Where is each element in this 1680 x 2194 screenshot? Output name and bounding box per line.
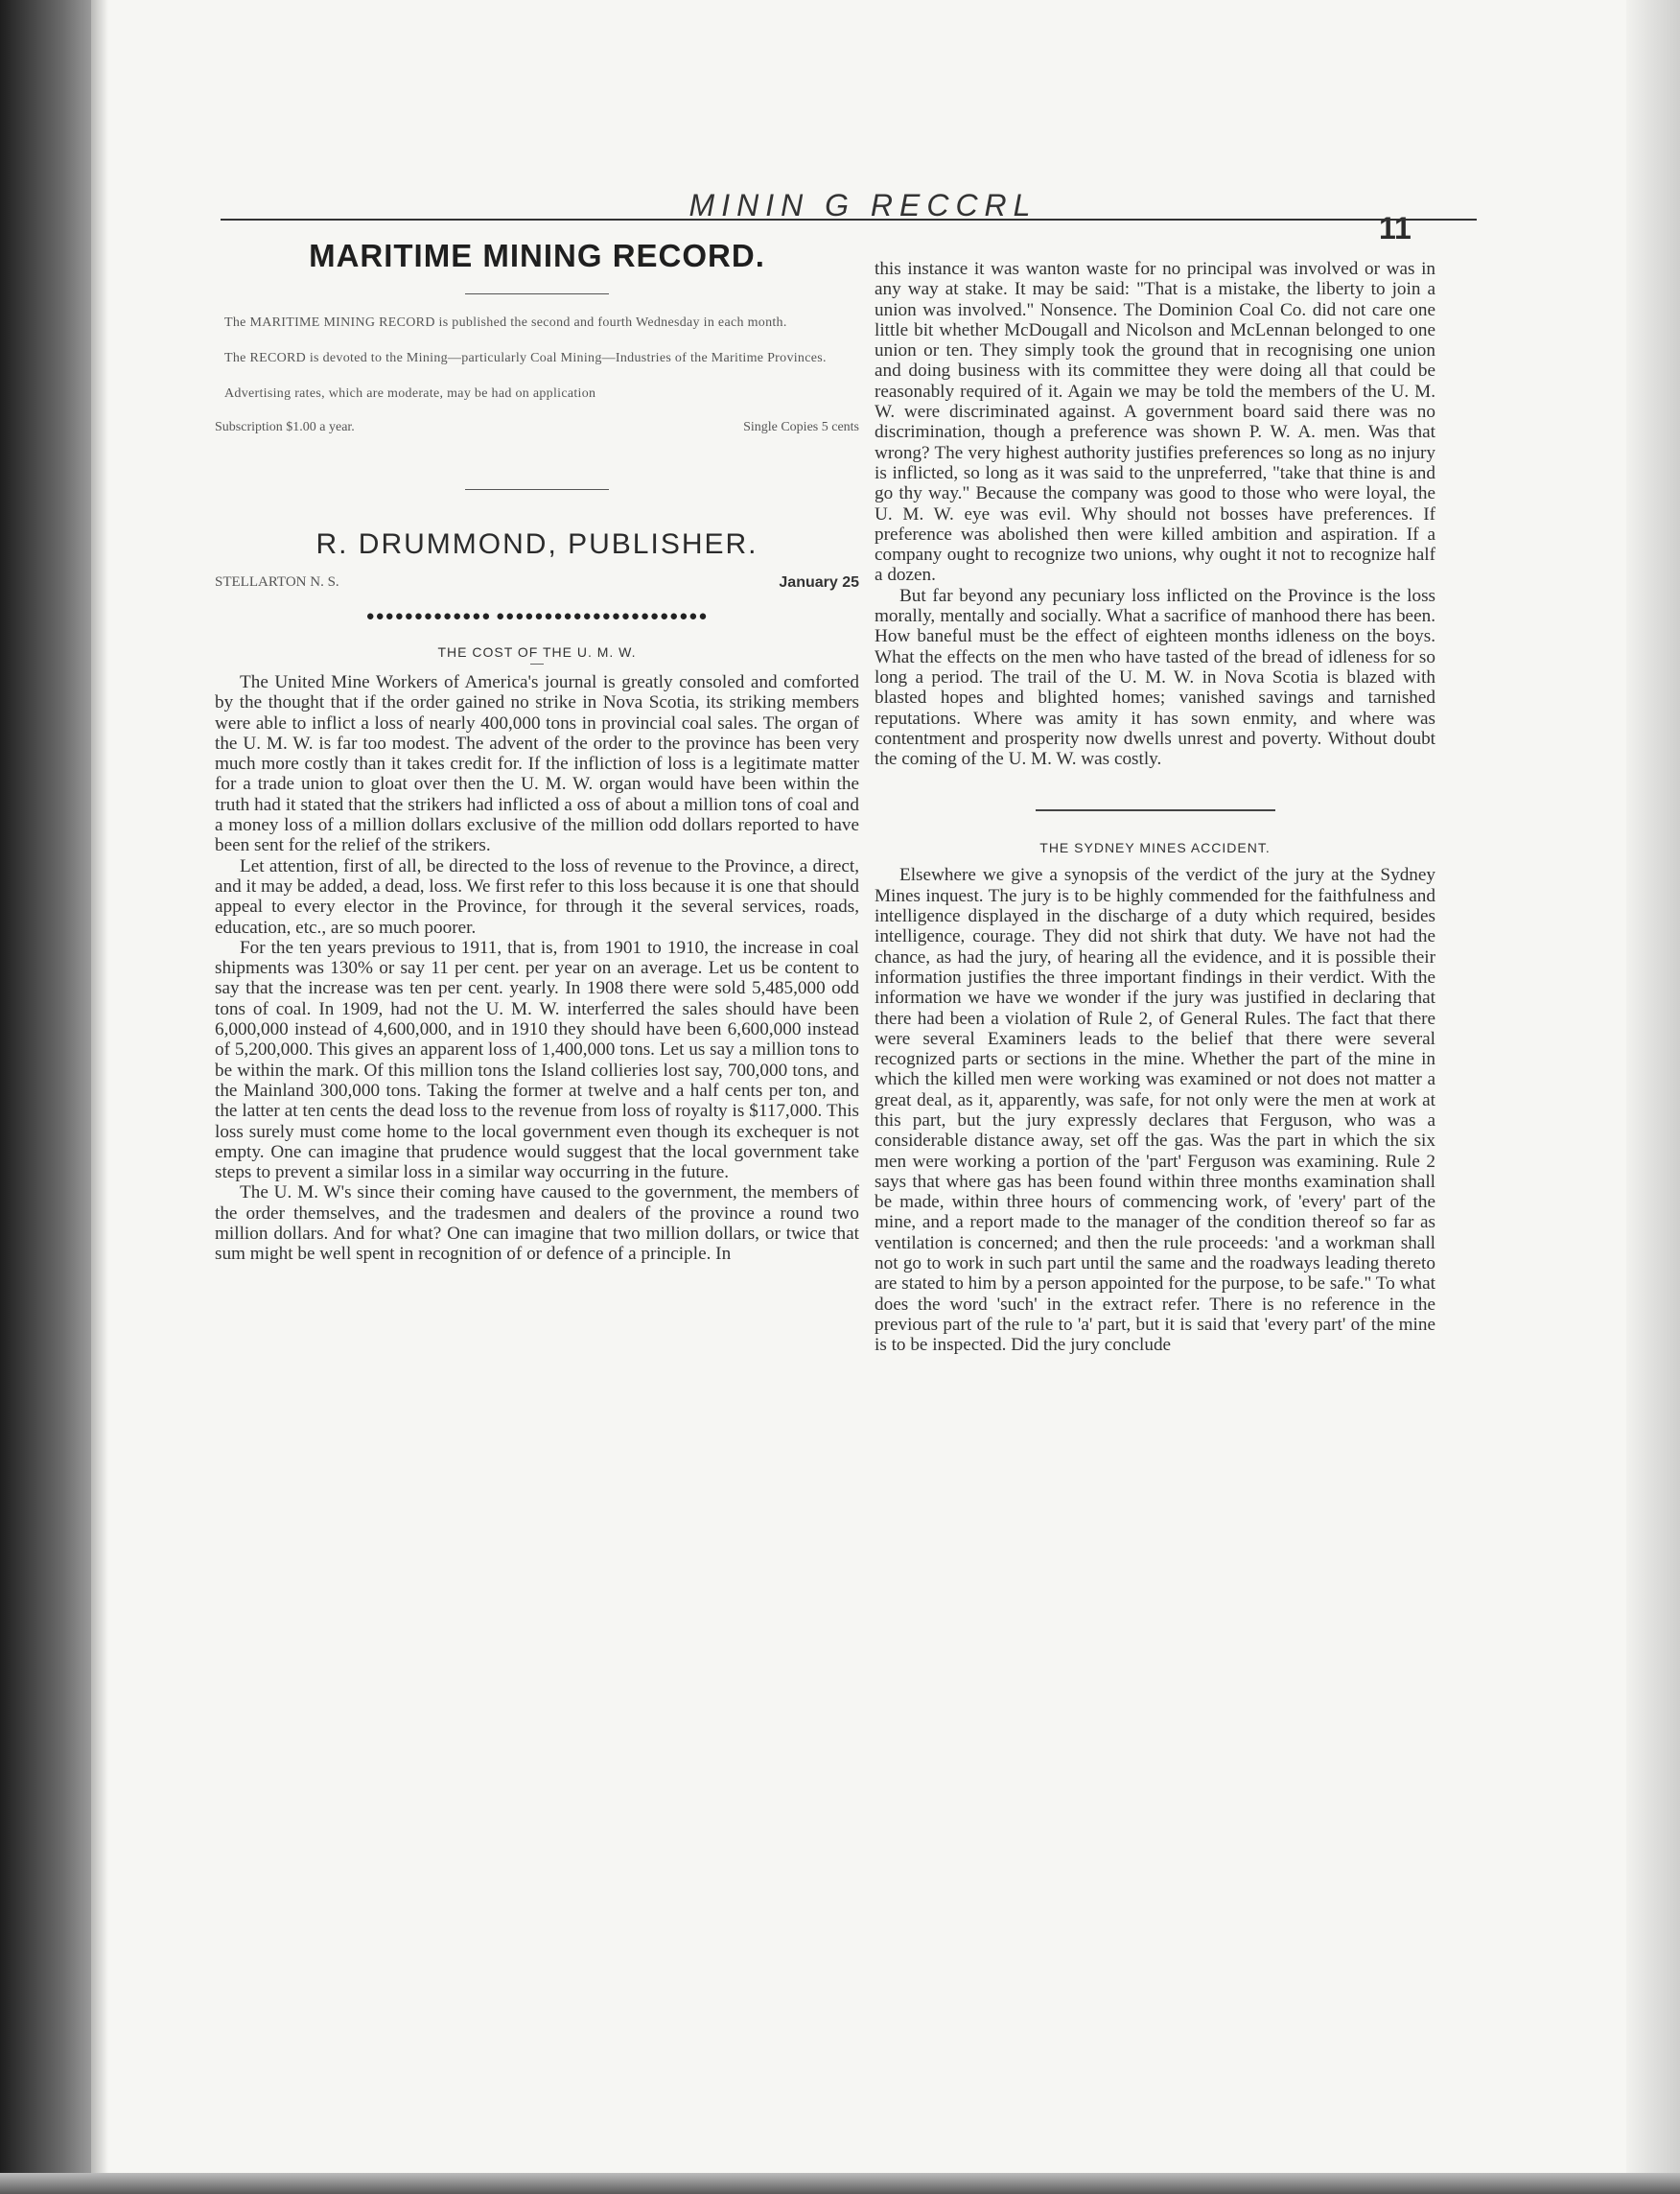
publisher-name: R. DRUMMOND, PUBLISHER. [315,528,758,560]
paragraph: Let attention, first of all, be directed to the loss of revenue to the Province, a direct, and it may be added, a dead, loss. We first refer to this loss because it is one that should appeal to every elector in the Province, for through it the several services, roads, education, etc., are so much poorer. [215,855,859,938]
publication-notice: The MARITIME MINING RECORD is published the second and fourth Wednesday in each month. [224,315,787,330]
article-divider [1036,809,1275,811]
advertising-notice: Advertising rates, which are moderate, may be had on application [224,386,596,401]
paragraph: Elsewhere we give a synopsis of the verdict of the jury at the Sydney Mines inquest. The jury is to be highly commended for the faithfulness and intelligence displayed in the discharge of a duty which required, besides intelligence, courage. They did not shirk that duty. We have not had the chance, as had the jury, of hearing all the evidence, and it is possible their information justifies the three important findings in their verdict. With the information we have we wonder if the jury was justified in declaring that there had been a violation of Rule 2, of General Rules. The fact that there were several Examiners leads to the belief that there were several recognized parts or sections in the mine. Whether the part of the mine in which the killed men were working was examined or not does not matter a great deal, as it, apparently, was safe, for not only were the men at work at this part, but the jury expressly declares that Ferguson, who was a considerable distance away, set off the gas. Was the part in which the six men were working a portion of the 'part' Ferguson was examining. Rule 2 says that where gas has been found within three months examination shall be made, within three hours of commencing work, of 'every' part of the mine, and a report made to the manager of the condition thereof so far as ventilation is concerned; and then the rule proceeds: 'and a workman shall not go to work in such part until the same and the roadways leading thereto are stated to him by a person appointed for the purpose, to be safe." To what does the word 'such' in the extract refer. There is no reference in the previous part of the rule to 'a' part, but it is said that 'every part' of the mine is to be inspected. Did the jury conclude [875,865,1435,1356]
issue-date: January 25 [779,574,859,591]
running-head: MININ G RECCRL [688,188,1038,222]
left-column [215,238,859,1265]
article-body-cost [215,672,859,1265]
single-copy-price: Single Copies 5 cents [743,420,859,434]
publication-place: STELLARTON N. S. [215,574,339,590]
title-dash [530,664,544,665]
page-edge-right [1626,0,1680,2194]
subscription-line [215,420,859,435]
ornament-divider: ●●●●●●●●●●●●● ●●●●●●●●●●●●●●●●●●●●●● [365,609,709,624]
subscription-price: Subscription $1.00 a year. [215,420,355,434]
paragraph: The United Mine Workers of America's journal is greatly consoled and comforted by the thought that if the order gained no strike in Nova Scotia, its striking members were able to inflict a loss of nearly 400,000 tons in provincial coal sales. The organ of the U. M. W. is far too modest. The advent of the order to the province has been very much more costly than it takes credit for. If the infliction of loss is a legitimate matter for a trade union to gloat over then the U. M. W. organ would have been within the truth had it stated that the strikers had inflicted a oss of about a million tons of coal and a money loss of a million dollars exclusive of the million odd dollars reported to have been sent for the relief of the strikers. [215,672,859,856]
paragraph: For the ten years previous to 1911, that is, from 1901 to 1910, the increase in coal shipments was 130% or say 11 per cent. per year on an average. Let us be content to say that the increase was ten per cent. yearly. In 1908 there were sold 5,485,000 odd tons of coal. In 1909, had not the U. M. W. interferred the sales should have been 6,000,000 instead of 4,600,000, and in 1910 they should have been 6,600,000 instead of 5,200,000. This gives an apparent loss of 1,400,000 tons. Let us say a million tons to be within the mark. Of this million tons the Island collieries lost say, 700,000 tons, and the Mainland 300,000 tons. Taking the former at twelve and a half cents per ton, and the latter at ten cents the dead loss to the revenue from loss of royalty is $117,000. This loss surely must come home to the local government even though its exchequer is not empty. One can imagine that prudence would suggest that the local government take steps to prevent a similar loss in a similar way occurring in the future. [215,937,859,1183]
paragraph: But far beyond any pecuniary loss inflicted on the Province is the loss morally, mentally and socially. What a sacrifice of manhood there has been. How baneful must be the effect of eighteen months idleness on the boys. What the effects on the men who have tasted of the bread of idleness for so long a period. The trail of the U. M. W. in Nova Scotia is blazed with blasted hopes and blighted homes; vanished savings and tarnished reputations. Where was amity it has sown enmity, and where was contentment and prosperity now dwells unrest and poverty. Without doubt the coming of the U. M. W. was costly. [875,585,1435,770]
article-body-sydney [875,865,1435,1355]
article-continuation-cost [875,259,1435,769]
masthead-title: MARITIME MINING RECORD. [309,238,765,273]
article-title-sydney: THE SYDNEY MINES ACCIDENT. [1039,840,1271,856]
article-title-cost: THE COST OF THE U. M. W. [437,644,637,660]
right-column [875,259,1435,1356]
scan-background-bottom [0,2173,1680,2194]
page-number: 11 [1379,211,1412,245]
spine-shadow [91,0,108,2173]
scan-background-left [0,0,91,2194]
paragraph: this instance it was wanton waste for no principal was involved or was in any way at stake. It may be said: "That is a mistake, the liberty to join a union was involved." Nonsence. The Dominion Coal Co. did not care one little bit whether McDougall and Nicolson and McLennan belonged to one union or ten. They simply took the ground that in recognising one union and doing business with its committee they were doing all that could be reasonably required of it. Again we may be told the members of the U. M. W. were discriminated against. A government board said there was no discrimination, though a preference was shown P. W. A. men. Was that wrong? The very highest authority justifies preferences so long as no injury is inflicted, so long as it was said to the unpreferred, "take that thine is and go thy way." Because the company was good to those who were loyal, the U. M. W. eye was evil. Why should not bosses have preferences. If preference was abolished then were killed ambition and aspiration. If a company ought to recognize two unions, why ought it not to recognize half a dozen. [875,259,1435,586]
devotion-notice: The RECORD is devoted to the Mining—particularly Coal Mining—Industries of the Maritime Provinces. [224,351,827,365]
publisher-rule [465,489,609,490]
place-date-line [215,574,859,592]
header-rule [221,219,1477,221]
masthead-rule [465,293,609,294]
paragraph: The U. M. W's since their coming have caused to the government, the members of the order themselves, and the tradesmen and dealers of the province a round two million dollars. And for what? One can imagine that two million dollars, or twice that sum might be well spent in recognition of or defence of a principle. In [215,1182,859,1265]
